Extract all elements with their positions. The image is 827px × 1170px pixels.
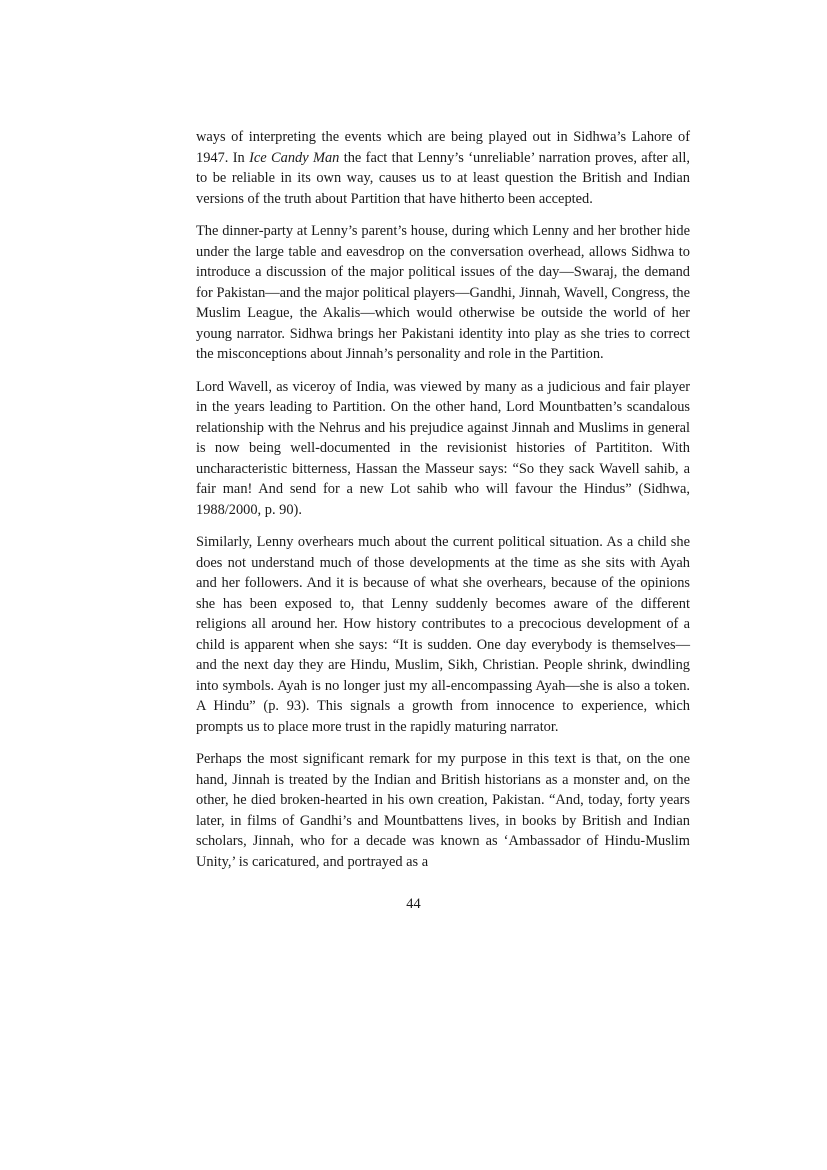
- paragraph-4: Similarly, Lenny overhears much about the current political situation. As a child she does not understand much of those developments at the time as she sits with Ayah and her followers. And it is because of what she overhears, because of the opinions she has been exposed to, that Lenny suddenly becomes aware of the different religions all around her. How history contributes to a precocious development of a child is apparent when she says: “It is sudden. One day everybody is themselves—and the next day they are Hindu, Muslim, Sikh, Christian. People shrink, dwindling into symbols. Ayah is no longer just my all-encompassing Ayah—she is also a token. A Hindu” (p. 93). This signals a growth from innocence to experience, which prompts us to place more trust in the rapidly maturing narrator.: [196, 534, 690, 735]
- body-text: [196, 127, 690, 884]
- paragraph-2: The dinner-party at Lenny’s parent’s house, during which Lenny and her brother hide under the large table and eavesdrop on the conversation overhead, allows Sidhwa to introduce a discussion of the major political issues of the day—Swaraj, the demand for Pakistan—and the major political players—Gandhi, Jinnah, Wavell, Congress, the Muslim League, the Akalis—which would otherwise be outside the world of her young narrator. Sidhwa brings her Pakistani identity into play as she tries to correct the misconceptions about Jinnah’s personality and role in the Partition.: [196, 223, 690, 362]
- paragraph-1: [196, 127, 690, 209]
- book-title-italic: Ice Candy Man: [249, 149, 340, 166]
- page-number: 44: [406, 896, 421, 912]
- paragraph-3: Lord Wavell, as viceroy of India, was viewed by many as a judicious and fair player in the years leading to Partition. On the other hand, Lord Mountbatten’s scandalous relationship with the Nehrus and his prejudice against Jinnah and Muslims in general is now being well-documented in the revisionist histories of Partititon. With uncharacteristic bitterness, Hassan the Masseur says: “So they sack Wavell sahib, a fair man! And send for a new Lot sahib who will favour the Hindus” (Sidhwa, 1988/2000, p. 90).: [196, 378, 690, 518]
- paragraph-5: Perhaps the most significant remark for my purpose in this text is that, on the one hand, Jinnah is treated by the Indian and British historians as a monster and, on the other, he died broken-hearted in his own creation, Pakistan. “And, today, forty years later, in films of Gandhi’s and Mountbattens lives, in books by British and Indian scholars, Jinnah, who for a decade was known as ‘Ambassador of Hindu-Muslim Unity,’ is caricatured, and portrayed as a: [196, 751, 690, 870]
- paragraph-1-before: ways of interpreting the events which are being played out in Sidhwa’s Lahore of 1947. In: [196, 129, 690, 166]
- paragraph-1-after: the fact that Lenny’s ‘unreliable’ narration proves, after all, to be reliable in its own way, causes us to at least question the British and Indian versions of the truth about Partition that have hitherto been accepted.: [196, 149, 690, 207]
